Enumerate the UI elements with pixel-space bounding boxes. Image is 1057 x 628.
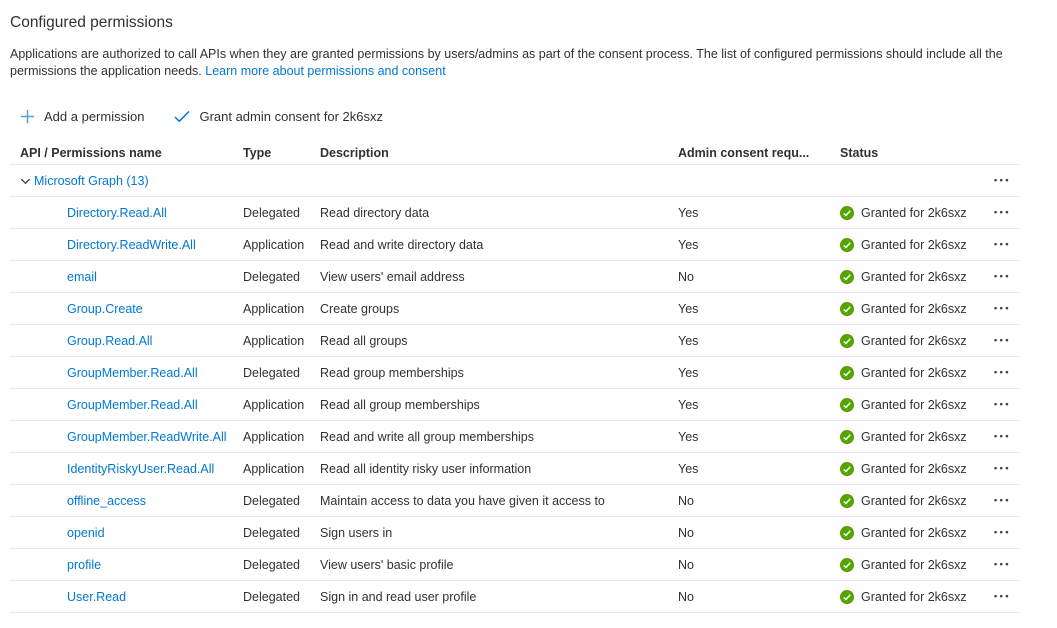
status-text: Granted for 2k6sxz [861, 461, 967, 476]
chevron-down-icon[interactable] [20, 176, 31, 187]
permission-type: Application [243, 429, 305, 444]
learn-more-link[interactable]: Learn more about permissions and consent [205, 64, 446, 78]
status-text: Granted for 2k6sxz [861, 333, 967, 348]
status-text: Granted for 2k6sxz [861, 557, 967, 572]
status-badge [840, 270, 985, 284]
ellipsis-icon[interactable]: ••• [990, 270, 1015, 283]
ellipsis-icon[interactable]: ••• [990, 174, 1015, 187]
table-body [10, 197, 1020, 613]
status-text: Granted for 2k6sxz [861, 205, 967, 220]
ellipsis-icon[interactable]: ••• [990, 526, 1015, 539]
admin-consent-required-value: Yes [678, 461, 699, 476]
permission-type: Delegated [243, 365, 300, 380]
ellipsis-icon[interactable]: ••• [990, 302, 1015, 315]
status-badge [840, 334, 985, 348]
ellipsis-icon[interactable]: ••• [990, 590, 1015, 603]
permission-name-link[interactable]: GroupMember.Read.All [67, 397, 198, 412]
admin-consent-required-value: Yes [678, 301, 699, 316]
column-header-description: Description [320, 146, 389, 160]
admin-consent-required-value: No [678, 525, 694, 540]
granted-check-icon [840, 366, 854, 380]
granted-check-icon [840, 238, 854, 252]
ellipsis-icon[interactable]: ••• [990, 398, 1015, 411]
grant-admin-consent-label: Grant admin consent for 2k6sxz [199, 108, 383, 124]
permission-name-link[interactable]: GroupMember.Read.All [67, 365, 198, 380]
table-row [10, 229, 1020, 261]
permission-description: Maintain access to data you have given it access to [320, 493, 605, 508]
status-text: Granted for 2k6sxz [861, 301, 967, 316]
permission-type: Application [243, 461, 305, 476]
granted-check-icon [840, 398, 854, 412]
permissions-table [10, 142, 1020, 613]
admin-consent-required-value: Yes [678, 333, 699, 348]
granted-check-icon [840, 494, 854, 508]
status-text: Granted for 2k6sxz [861, 429, 967, 444]
ellipsis-icon[interactable]: ••• [990, 494, 1015, 507]
add-permission-label: Add a permission [44, 108, 145, 124]
permission-type: Delegated [243, 205, 300, 220]
permission-name-link[interactable]: Directory.ReadWrite.All [67, 237, 196, 252]
group-expander[interactable] [20, 174, 243, 188]
granted-check-icon [840, 462, 854, 476]
granted-check-icon [840, 334, 854, 348]
status-text: Granted for 2k6sxz [861, 525, 967, 540]
group-name-link[interactable]: Microsoft Graph (13) [34, 173, 149, 188]
status-text: Granted for 2k6sxz [861, 269, 967, 284]
table-row [10, 357, 1020, 389]
status-badge [840, 494, 985, 508]
granted-check-icon [840, 430, 854, 444]
column-header-admin-consent-required: Admin consent requ... [678, 146, 810, 160]
admin-consent-required-value: No [678, 557, 694, 572]
admin-consent-required-value: Yes [678, 397, 699, 412]
granted-check-icon [840, 206, 854, 220]
permission-type: Application [243, 333, 305, 348]
table-row [10, 261, 1020, 293]
granted-check-icon [840, 526, 854, 540]
permission-name-link[interactable]: email [67, 269, 97, 284]
permission-type: Delegated [243, 525, 300, 540]
ellipsis-icon[interactable]: ••• [990, 206, 1015, 219]
permission-description: Sign users in [320, 525, 393, 540]
status-text: Granted for 2k6sxz [861, 589, 967, 604]
permission-name-link[interactable]: User.Read [67, 589, 127, 604]
table-row [10, 581, 1020, 613]
permission-description: Read all groups [320, 333, 408, 348]
permission-description: View users' basic profile [320, 557, 454, 572]
status-badge [840, 206, 985, 220]
status-text: Granted for 2k6sxz [861, 397, 967, 412]
status-text: Granted for 2k6sxz [861, 493, 967, 508]
permission-description: View users' email address [320, 269, 465, 284]
status-text: Granted for 2k6sxz [861, 237, 967, 252]
status-badge [840, 590, 985, 604]
table-row [10, 197, 1020, 229]
add-permission-button[interactable] [20, 109, 144, 124]
permission-type: Delegated [243, 589, 300, 604]
admin-consent-required-value: Yes [678, 237, 699, 252]
permission-description: Read and write directory data [320, 237, 484, 252]
permission-name-link[interactable]: offline_access [67, 493, 146, 508]
permission-name-link[interactable]: Directory.Read.All [67, 205, 167, 220]
permission-type: Delegated [243, 269, 300, 284]
permission-description: Create groups [320, 301, 400, 316]
permission-name-link[interactable]: GroupMember.ReadWrite.All [67, 429, 227, 444]
plus-icon [20, 109, 35, 124]
status-badge [840, 526, 985, 540]
status-text: Granted for 2k6sxz [861, 365, 967, 380]
status-badge [840, 366, 985, 380]
permission-description: Read and write all group memberships [320, 429, 534, 444]
table-row [10, 325, 1020, 357]
table-row [10, 485, 1020, 517]
permission-name-link[interactable]: profile [67, 557, 102, 572]
status-badge [840, 398, 985, 412]
ellipsis-icon[interactable]: ••• [990, 334, 1015, 347]
admin-consent-required-value: No [678, 269, 694, 284]
permission-type: Delegated [243, 493, 300, 508]
permission-type: Application [243, 397, 305, 412]
permission-description: Read group memberships [320, 365, 464, 380]
column-header-api-permissions-name: API / Permissions name [20, 146, 162, 160]
page-title: Configured permissions [10, 14, 173, 31]
ellipsis-icon[interactable]: ••• [990, 462, 1015, 475]
permission-description: Read directory data [320, 205, 430, 220]
grant-admin-consent-button[interactable] [174, 109, 383, 124]
column-header-status: Status [840, 146, 879, 160]
permissions-toolbar [10, 103, 1047, 129]
granted-check-icon [840, 270, 854, 284]
table-row [10, 293, 1020, 325]
status-badge [840, 462, 985, 476]
permission-description: Sign in and read user profile [320, 589, 477, 604]
ellipsis-icon[interactable]: ••• [990, 366, 1015, 379]
column-header-type: Type [243, 146, 272, 160]
permission-type: Application [243, 237, 305, 252]
admin-consent-required-value: No [678, 589, 694, 604]
section-description [10, 46, 1047, 80]
status-badge [840, 558, 985, 572]
table-row [10, 389, 1020, 421]
permission-name-link[interactable]: openid [67, 525, 105, 540]
ellipsis-icon[interactable]: ••• [990, 558, 1015, 571]
status-badge [840, 302, 985, 316]
ellipsis-icon[interactable]: ••• [990, 238, 1015, 251]
admin-consent-required-value: Yes [678, 365, 699, 380]
description-text: Applications are authorized to call APIs when they are granted permissions by users/admins as part of the consent process. The list of configured permissions should include all the permissions the application needs. [10, 47, 1003, 78]
table-header-row [10, 142, 1020, 165]
granted-check-icon [840, 590, 854, 604]
status-badge [840, 430, 985, 444]
permission-name-link[interactable]: Group.Read.All [67, 333, 153, 348]
admin-consent-required-value: Yes [678, 429, 699, 444]
group-row-microsoft-graph[interactable] [10, 165, 1020, 197]
permission-description: Read all identity risky user information [320, 461, 532, 476]
table-row [10, 517, 1020, 549]
admin-consent-required-value: No [678, 493, 694, 508]
granted-check-icon [840, 558, 854, 572]
ellipsis-icon[interactable]: ••• [990, 430, 1015, 443]
permission-type: Delegated [243, 557, 300, 572]
table-row [10, 421, 1020, 453]
table-row [10, 549, 1020, 581]
check-icon [174, 110, 190, 123]
table-row [10, 453, 1020, 485]
permission-description: Read all group memberships [320, 397, 480, 412]
permission-name-link[interactable]: Group.Create [67, 301, 143, 316]
permission-name-link[interactable]: IdentityRiskyUser.Read.All [67, 461, 215, 476]
status-badge [840, 238, 985, 252]
admin-consent-required-value: Yes [678, 205, 699, 220]
granted-check-icon [840, 302, 854, 316]
permission-type: Application [243, 301, 305, 316]
